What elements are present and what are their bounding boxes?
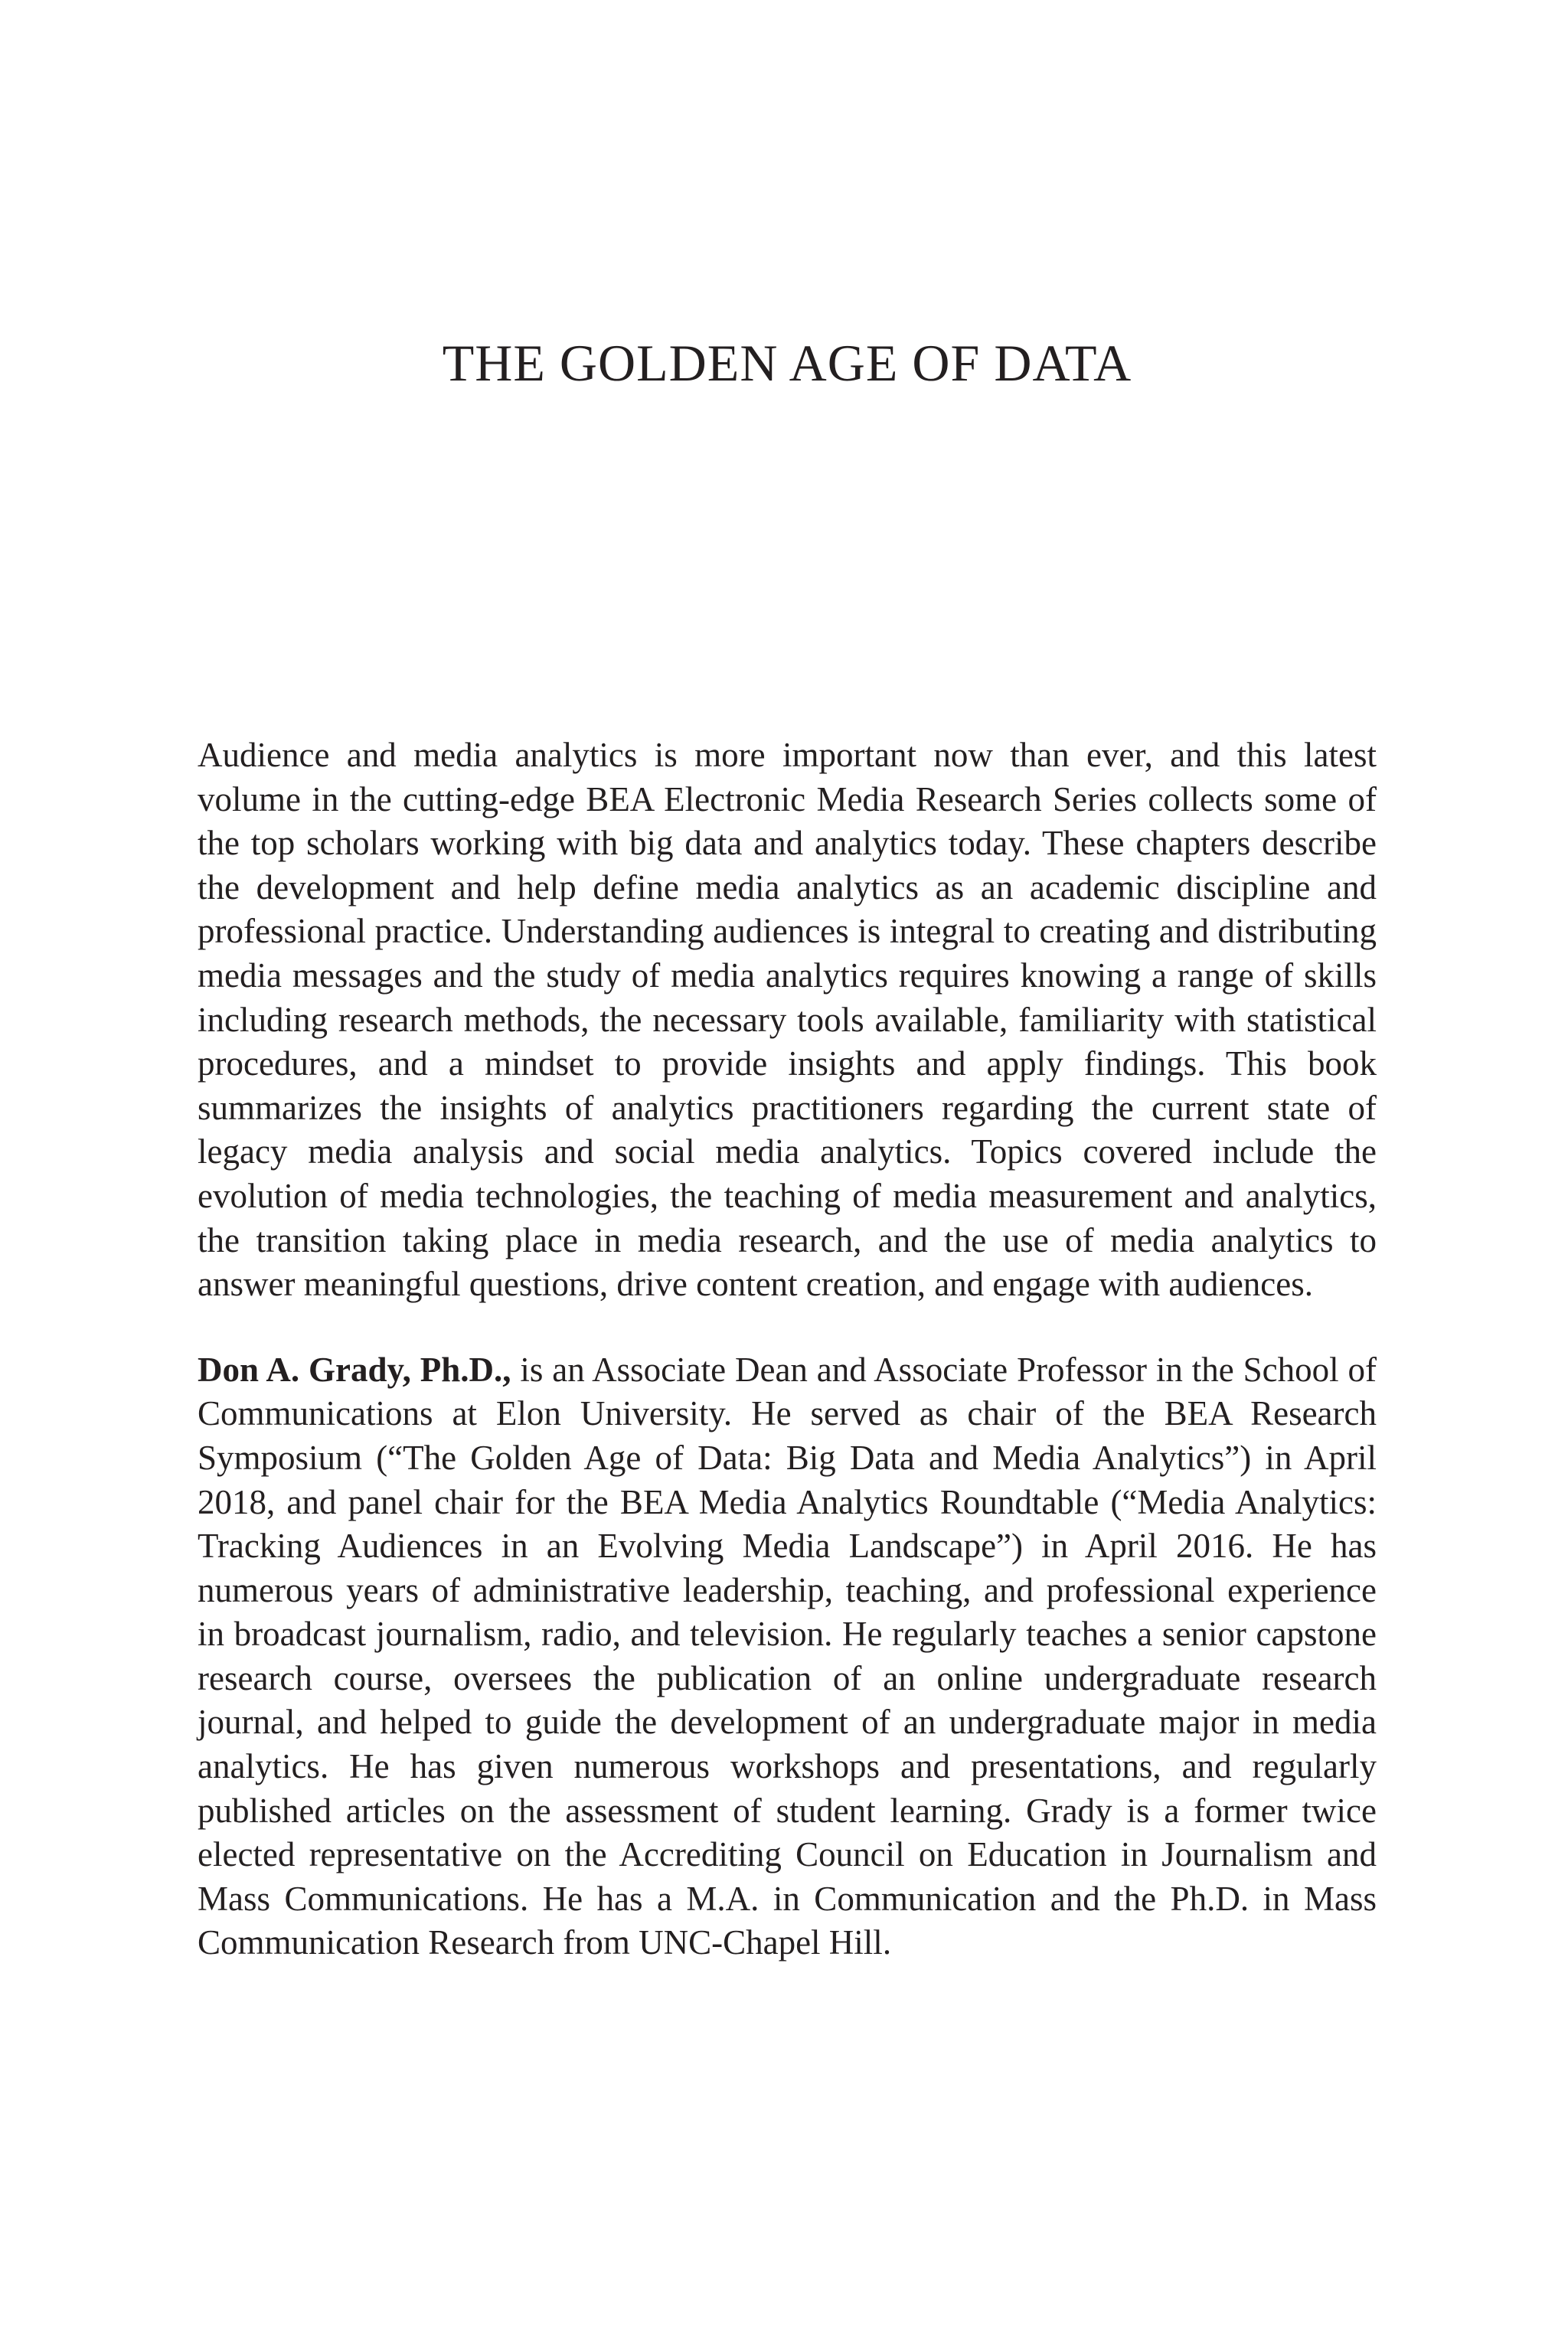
author-bio: is an Associate Dean and Associate Professor in the School of Communications at Elon University. He served as chair of the BEA Research Symposium (“The Golden Age of Data: Big Data and Media Analytics”) in April 2018, and panel chair for the BEA Media Analytics Roundtable (“Media Analytics: Tracking Audiences in an Evolving Media Landscape”) in April 2016. He has numerous years of administrative leadership, teaching, and professional experience in broadcast journalism, radio, and television. He regularly teaches a senior capstone research course, oversees the publication of an online undergraduate research journal, and helped to guide the development of an undergraduate major in media analytics. He has given numerous workshops and presentations, and regularly published articles on the assessment of student learning. Grady is a former twice elected representative on the Accrediting Council on Education in Journalism and Mass Communications. He has a M.A. in Communication and the Ph.D. in Mass Communication Research from UNC-Chapel Hill.	[198, 1350, 1377, 1962]
book-description: Audience and media analytics is more important now than ever, and this latest volume in the cutting-edge BEA Electronic Media Research Series collects some of the top scholars working with big data and analytics today. These chapters describe the development and help define media analytics as an academic discipline and professional practice. Understanding audiences is integral to creating and distributing media messages and the study of media analytics requires knowing a range of skills including research methods, the necessary tools available, familiarity with statistical procedures, and a mindset to provide insights and apply findings. This book summarizes the insights of analytics practitioners regarding the current state of legacy media analysis and social media analytics. Topics covered include the evolution of media technologies, the teaching of media measurement and analytics, the transition taking place in media research, and the use of media analytics to answer meaningful questions, drive content creation, and engage with audiences.	[198, 736, 1377, 1304]
author-bio-paragraph	[198, 1348, 1377, 1965]
page-text	[198, 733, 1377, 1965]
book-title: THE GOLDEN AGE OF DATA	[442, 334, 1132, 392]
author-name: Don A. Grady, Ph.D.,	[198, 1350, 511, 1389]
